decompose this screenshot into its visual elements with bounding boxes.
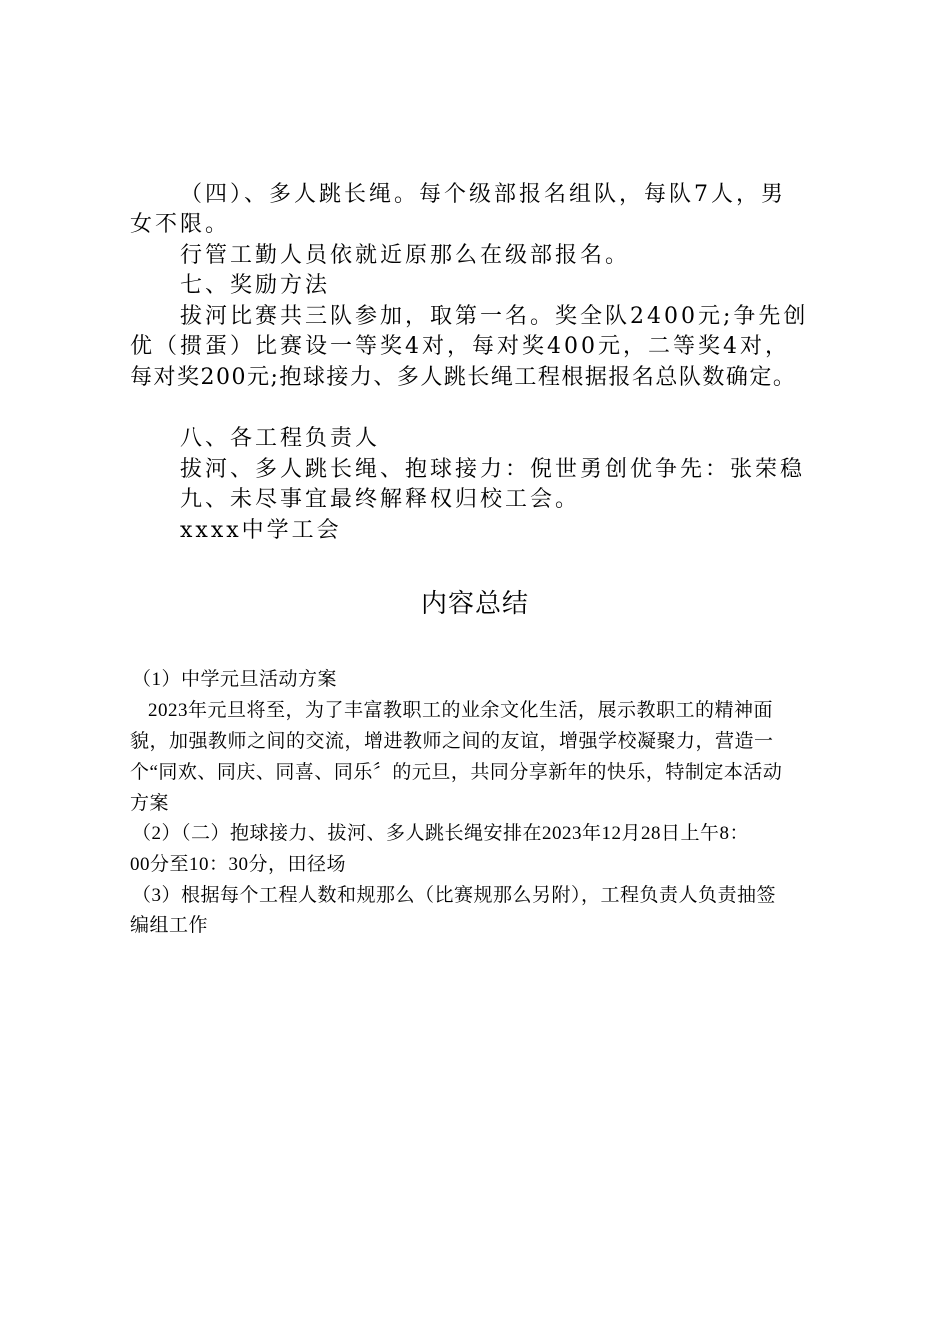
section-heading: 八、各工程负责人	[180, 426, 381, 451]
summary-line: 2023年元旦将至，为了丰富教职工的业余文化生活，展示教职工的精神面	[148, 700, 774, 721]
signature-line: xxxx中学工会	[180, 518, 342, 543]
summary-line: 00分至10：30分，田径场	[130, 854, 347, 875]
paragraph-line: 女不限。	[130, 212, 231, 237]
paragraph-line: 行管工勤人员依就近原那么在级部报名。	[180, 243, 631, 268]
summary-title: 内容总结	[420, 589, 529, 619]
paragraph-line: （四）、多人跳长绳。每个级部报名组队，每队7人，男	[180, 182, 786, 207]
summary-line: 个“同欢、同庆、同喜、同乐〞的元旦，共同分享新年的快乐，特制定本活动	[130, 762, 783, 783]
summary-line: （2）（二）抱球接力、拔河、多人跳长绳安排在2023年12月28日上午8：	[132, 823, 750, 844]
paragraph-line: 拔河、多人跳长绳、抱球接力：倪世勇创优争先：张荣稳	[180, 457, 806, 482]
summary-line: （3）根据每个工程人数和规那么（比赛规那么另附），工程负责人负责抽签	[132, 885, 777, 906]
summary-line: 编组工作	[130, 915, 209, 936]
summary-line: 方案	[130, 793, 170, 814]
paragraph-line: 每对奖200元;抱球接力、多人跳长绳工程根据报名总队数确定。	[130, 365, 797, 390]
summary-line: 貌，加强教师之间的交流，增进教师之间的友谊，增强学校凝聚力，营造一	[130, 731, 774, 752]
summary-line: （1）中学元旦活动方案	[132, 669, 338, 690]
paragraph-line: 优（掼蛋）比赛设一等奖4对，每对奖400元，二等奖4对，	[130, 334, 790, 359]
section-heading: 七、奖励方法	[180, 273, 331, 298]
paragraph-line: 九、未尽事宜最终解释权归校工会。	[180, 487, 581, 512]
paragraph-line: 拔河比赛共三队参加，取第一名。奖全队2400元;争先创	[180, 304, 809, 329]
